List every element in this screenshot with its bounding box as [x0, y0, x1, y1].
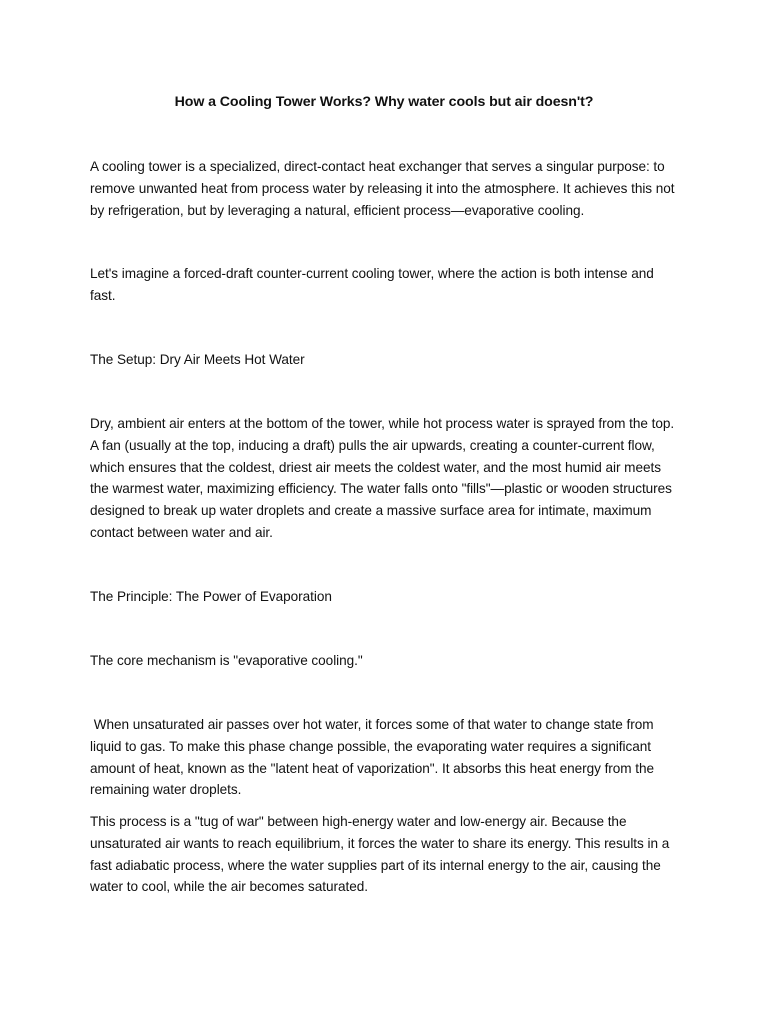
paragraph-core-mechanism: The core mechanism is "evaporative cooling." — [90, 653, 363, 668]
paragraph-setup: Dry, ambient air enters at the bottom of the tower, while hot process water is sprayed from the top. A fan (usually at the top, inducing a draft) pulls the air upwards, creating a counter-current flow, which ensures that the coldest, driest air meets the coldest water, and the most humid air meets the warmest water, maximizing efficiency. The water falls onto "fills"—plastic or wooden structures designed to break up water droplets and create a massive surface area for intimate, maximum contact between water and air. — [90, 416, 675, 540]
paragraph-intro: A cooling tower is a specialized, direct-contact heat exchanger that serves a singular purpose: to remove unwanted heat from process water by releasing it into the atmosphere. It achieves this not by refrigeration, but by leveraging a natural, efficient process—evaporative cooling. — [90, 159, 675, 218]
paragraph-imagine: Let's imagine a forced-draft counter-current cooling tower, where the action is both intense and fast. — [90, 266, 654, 303]
paragraph-tug-of-war: This process is a "tug of war" between high-energy water and low-energy air. Because the unsaturated air wants to reach equilibrium, it forces the water to share its energy. This results in a fast adiabatic process, where the water supplies part of its internal energy to the air, causing the water to cool, while the air becomes saturated. — [90, 814, 670, 895]
section-heading-setup: The Setup: Dry Air Meets Hot Water — [90, 352, 305, 367]
paragraph-unsaturated-air: When unsaturated air passes over hot water, it forces some of that water to change state from liquid to gas. To make this phase change possible, the evaporating water requires a significant amount of heat, known as the "latent heat of vaporization". It absorbs this heat energy from the remaining water droplets. — [90, 717, 658, 798]
document-title: How a Cooling Tower Works? Why water cools but air doesn't? — [174, 94, 594, 110]
section-heading-principle: The Principle: The Power of Evaporation — [90, 589, 332, 604]
